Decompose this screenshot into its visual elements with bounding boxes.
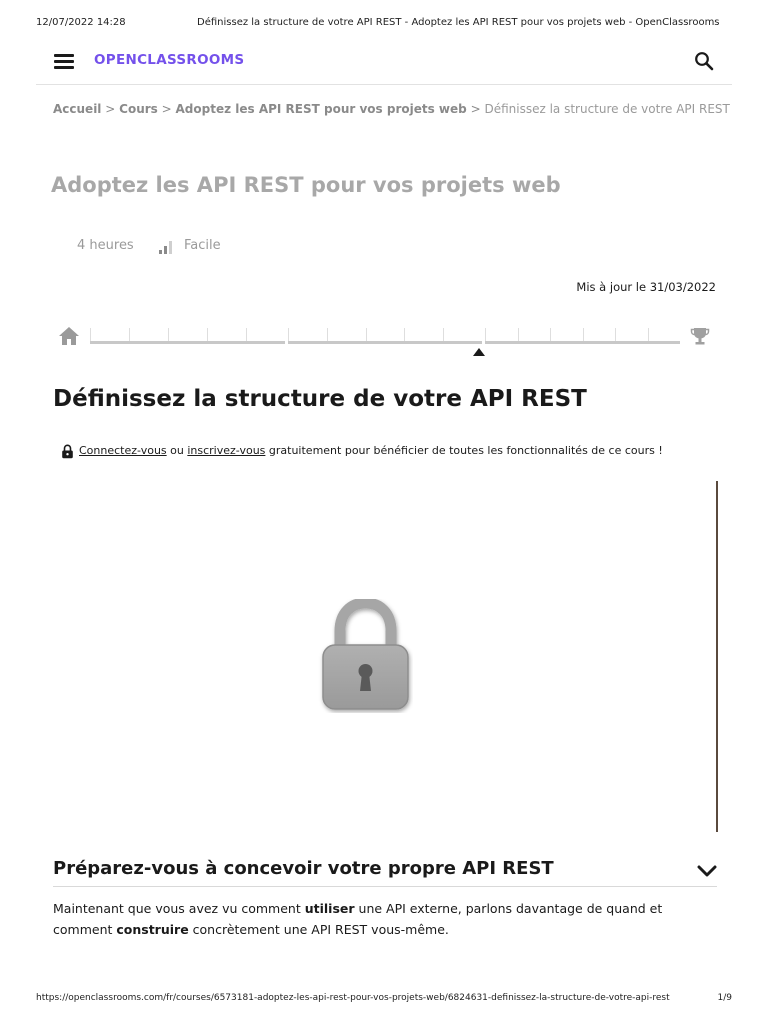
course-duration: 4 heures bbox=[77, 238, 134, 253]
progress-segments bbox=[90, 328, 680, 344]
progress-chapter-tick[interactable] bbox=[404, 328, 405, 341]
openclassrooms-logo[interactable]: OPENCLASSROOMS bbox=[94, 52, 245, 68]
trophy-icon[interactable] bbox=[690, 326, 710, 346]
breadcrumb-course-link[interactable]: Adoptez les API REST pour vos projets web bbox=[175, 102, 467, 116]
progress-chapter-tick[interactable] bbox=[246, 328, 247, 341]
connect-link[interactable]: Connectez-vous bbox=[79, 444, 167, 457]
paragraph-text: concrètement une API REST vous-même. bbox=[188, 922, 449, 937]
progress-chapter-tick[interactable] bbox=[550, 328, 551, 341]
section-title: Préparez-vous à concevoir votre propre API REST bbox=[53, 858, 554, 879]
padlock-icon bbox=[318, 599, 413, 713]
paragraph-bold: construire bbox=[116, 922, 189, 937]
progress-chapter-tick[interactable] bbox=[443, 328, 444, 341]
progress-chapter-tick[interactable] bbox=[168, 328, 169, 341]
paragraph-text: Maintenant que vous avez vu comment bbox=[53, 901, 305, 916]
paragraph-bold: utiliser bbox=[304, 901, 355, 916]
progress-chapter-tick[interactable] bbox=[485, 328, 486, 341]
login-note-text: gratuitement pour bénéficier de toutes les fonctionnalités de ce cours ! bbox=[268, 444, 663, 457]
breadcrumb-separator: > bbox=[161, 102, 172, 116]
progress-part-2[interactable] bbox=[288, 328, 483, 344]
course-difficulty: Facile bbox=[184, 238, 221, 253]
progress-chapter-tick[interactable] bbox=[288, 328, 289, 341]
print-document-title: Définissez la structure de votre API REST - Adoptez les API REST pour vos projets web - OpenClassrooms bbox=[197, 17, 720, 28]
top-navigation-bar bbox=[36, 44, 732, 85]
home-icon[interactable] bbox=[58, 326, 80, 346]
breadcrumb-current: Définissez la structure de votre API REST bbox=[484, 102, 730, 116]
course-progress-nav bbox=[58, 324, 714, 358]
updated-date: Mis à jour le 31/03/2022 bbox=[576, 280, 716, 294]
print-datetime: 12/07/2022 14:28 bbox=[36, 17, 126, 28]
print-url: https://openclassrooms.com/fr/courses/6573181-adoptez-les-api-rest-pour-vos-projets-web/6824631-definissez-la-structure-de-votre-api-rest bbox=[36, 993, 670, 1003]
register-link[interactable]: inscrivez-vous bbox=[187, 444, 266, 457]
breadcrumb-courses-link[interactable]: Cours bbox=[119, 102, 158, 116]
progress-part-3[interactable] bbox=[485, 328, 680, 344]
breadcrumb-separator: > bbox=[105, 102, 116, 116]
print-page-number: 1/9 bbox=[717, 993, 732, 1003]
progress-chapter-tick[interactable] bbox=[583, 328, 584, 341]
breadcrumb-separator: > bbox=[470, 102, 481, 116]
chevron-down-icon[interactable] bbox=[697, 864, 717, 878]
chapter-title: Définissez la structure de votre API REST bbox=[53, 386, 587, 412]
lock-icon bbox=[61, 444, 74, 459]
section-paragraph bbox=[53, 898, 717, 940]
section-header[interactable] bbox=[53, 858, 717, 887]
progress-part-1[interactable] bbox=[90, 328, 285, 344]
paragraph-text: une API externe, parlons davantage de quand et comment bbox=[53, 901, 663, 937]
search-icon[interactable] bbox=[694, 51, 714, 71]
locked-video-area[interactable] bbox=[53, 481, 718, 832]
progress-chapter-tick[interactable] bbox=[327, 328, 328, 341]
progress-chapter-tick[interactable] bbox=[366, 328, 367, 341]
progress-chapter-tick[interactable] bbox=[615, 328, 616, 341]
progress-chapter-tick[interactable] bbox=[648, 328, 649, 341]
progress-chapter-tick[interactable] bbox=[207, 328, 208, 341]
breadcrumb-home-link[interactable]: Accueil bbox=[53, 102, 102, 116]
current-chapter-marker bbox=[473, 348, 485, 356]
progress-chapter-tick[interactable] bbox=[90, 328, 91, 341]
clock-icon bbox=[58, 239, 72, 253]
hamburger-menu-icon[interactable] bbox=[54, 53, 74, 69]
login-note-or: ou bbox=[170, 444, 184, 457]
breadcrumb bbox=[53, 102, 730, 116]
progress-chapter-tick[interactable] bbox=[518, 328, 519, 341]
difficulty-bars-icon bbox=[159, 241, 173, 254]
progress-chapter-tick[interactable] bbox=[129, 328, 130, 341]
course-title: Adoptez les API REST pour vos projets web bbox=[51, 173, 561, 197]
